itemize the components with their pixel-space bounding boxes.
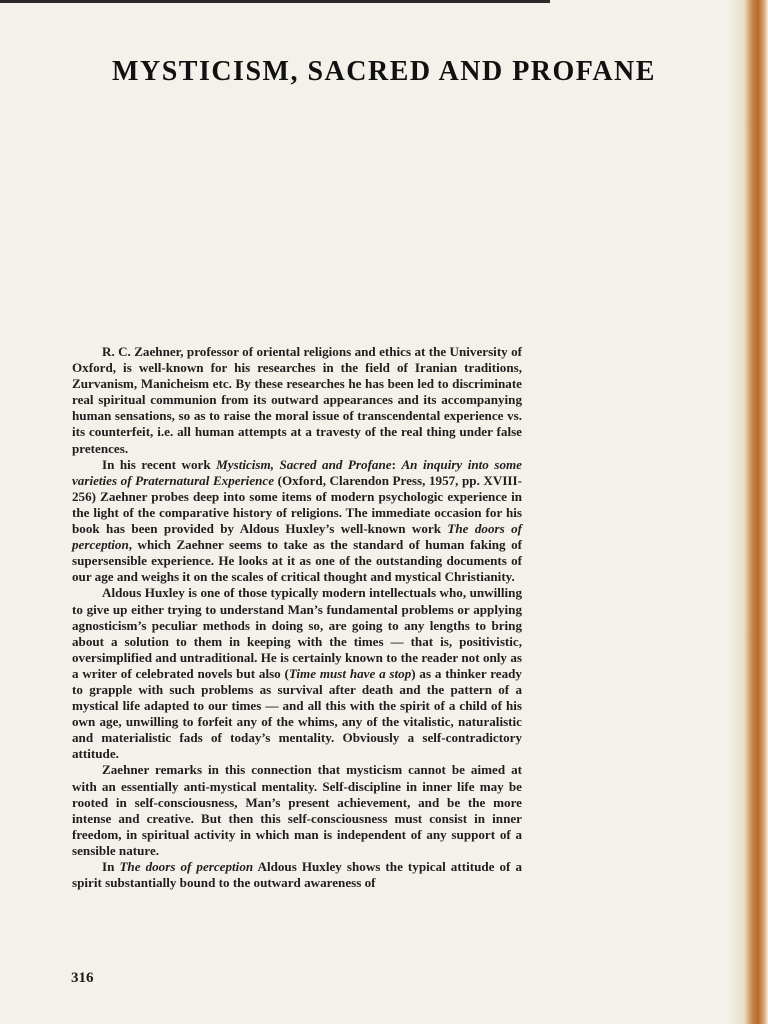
paragraph xyxy=(72,585,522,762)
text-run: : xyxy=(391,456,402,472)
text-run: In his recent work xyxy=(102,456,217,472)
text-run: R. C. Zaehner, professor of oriental religions and ethics at the University of Oxford, is well-known for his researches in the field of Iranian traditions, Zurvanism, Manicheism etc. By these researches he has been led to discriminate real spiritual communion from its outward appearances and its accompanying human sensations, so as to raise the moral issue of transcendental experience vs. its counterfeit, i.e. all human attempts at a travesty of the real thing under false pretences. xyxy=(72,344,522,456)
article-body xyxy=(72,344,522,891)
page-edge-binding xyxy=(728,0,768,1024)
italic-text: The doors of perception xyxy=(72,521,522,553)
text-run: Aldous Huxley is one of those typically modern intellectuals who, unwilling to give up either trying to understand Man’s fundamental problems or applying agnosticism’s peculiar methods in doing so, are going to any lengths to bring about a solution to them in keeping with the times — that is, positivistic, oversimplified and untraditional. He is certainly known to the reader not only as a writer of celebrated novels but also ( xyxy=(72,585,522,681)
page-number: 316 xyxy=(71,970,94,986)
italic-text: An inquiry into some varieties of Praternatural Experience xyxy=(72,456,522,488)
italic-text: The doors of perception xyxy=(119,859,254,874)
text-run: Zaehner remarks in this connection that mysticism cannot be aimed at with an essentially anti-mystical mentality. Self-discipline in inner life may be rooted in self-consciousness, Man’s present achievement, and be the more intense and creative. But then this self-consciousness must consist in inner freedom, in spiritual activity in which man is independent of any support of a sensible nature. xyxy=(72,762,522,858)
italic-text: Mysticism, Sacred and Profane xyxy=(216,456,392,472)
text-run: , which Zaehner seems to take as the standard of human faking of supersensible experience. He looks at it as one of the outstanding documents of our age and weighs it on the scales of critical thought and mystical Christianity. xyxy=(72,537,522,585)
paragraph xyxy=(72,859,522,891)
text-run: (Oxford, Clarendon Press, 1957, pp. XVIII-256) Zaehner probes deep into some items of modern psychologic experience in the light of the comparative history of religions. The immediate occasion for his book has been provided by Aldous Huxley’s well-known work xyxy=(72,472,522,537)
text-run: ) as a thinker ready to grapple with such problems as survival after death and the pattern of a mystical life adapted to our times — and all this with the spirit of a child of his own age, unwilling to forfeit any of the whims, any of the vitalistic, naturalistic and materialistic fads of today’s mentality. Obviously a self-contradictory attitude. xyxy=(72,665,522,762)
text-run: In xyxy=(102,859,120,874)
paragraph xyxy=(72,344,522,457)
text-run: Aldous Huxley shows the typical attitude of a spirit substantially bound to the outward awareness of xyxy=(72,859,522,891)
paragraph xyxy=(72,762,522,859)
scan-top-shadow xyxy=(0,0,550,3)
italic-text: Time must have a stop xyxy=(288,665,412,681)
paragraph xyxy=(72,457,522,586)
article-title: MYSTICISM, SACRED AND PROFANE xyxy=(112,56,656,87)
